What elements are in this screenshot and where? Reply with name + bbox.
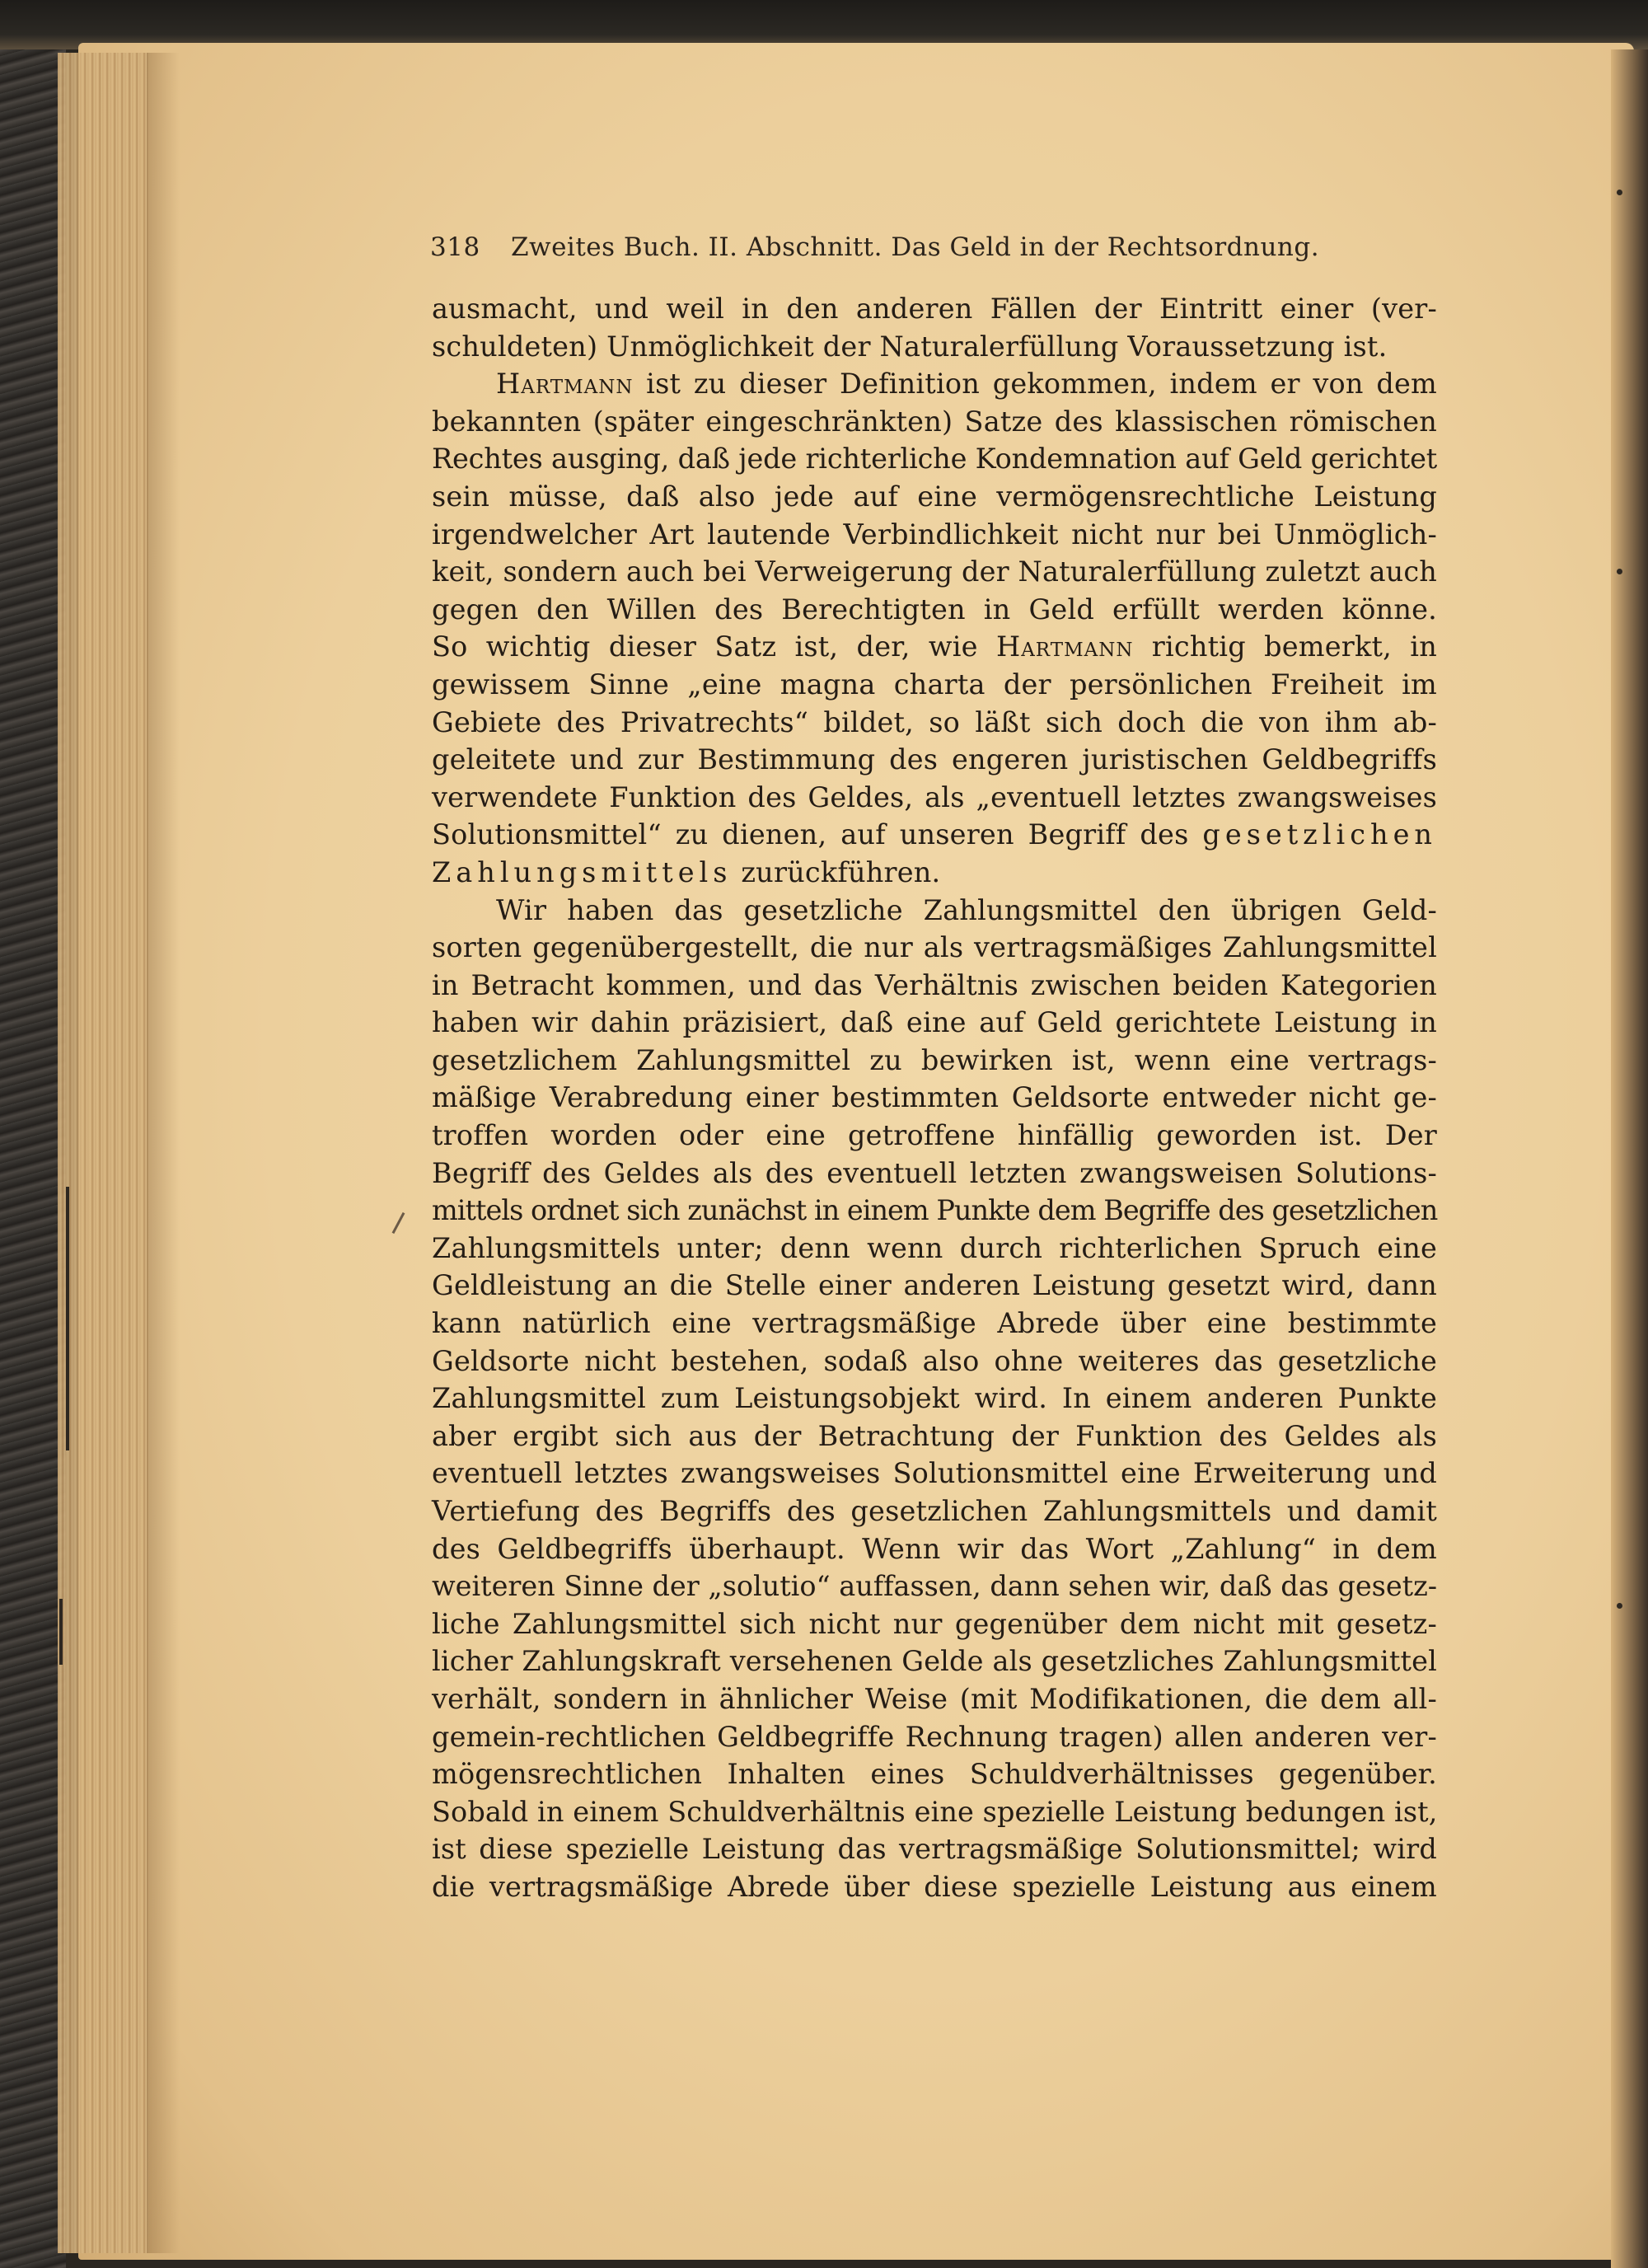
text-line: Wir haben das gesetzliche Zahlungsmittel den übrigen Geld- xyxy=(496,893,1437,926)
author-name: Hartmann xyxy=(995,630,1134,663)
text-line: gegen den Willen des Berechtigten in Geld erfüllt werden könne. xyxy=(432,593,1437,626)
text-span: So wichtig dieser Satz ist, der, wie xyxy=(432,630,996,663)
text-line: des Geldbegriffs überhaupt. Wenn wir das Wort „Zahlung“ in dem xyxy=(432,1532,1437,1565)
text-line: Rechtes ausging, daß jede richterliche Kondemnation auf Geld gerichtet xyxy=(432,443,1438,476)
text-line: bekannten (später eingeschränkten) Satze des klassischen römischen xyxy=(432,405,1437,438)
book-right-edge xyxy=(1611,49,1648,2268)
text-line: mäßige Verabredung einer bestimmten Geldsorte entweder nicht ge- xyxy=(432,1081,1437,1114)
text-span: Solutionsmittel“ zu dienen, auf unseren Begriff des xyxy=(432,818,1203,851)
binding-mark xyxy=(66,1187,69,1450)
text-line: gewissem Sinne „eine magna charta der persönlichen Freiheit im xyxy=(432,668,1437,701)
author-name: Hartmann xyxy=(496,368,634,401)
text-line: geleitete und zur Bestimmung des engeren juristischen Geldbegriffs xyxy=(432,743,1437,776)
book-cover-top xyxy=(0,0,1648,49)
text-line: Zahlungsmittels unter; denn wenn durch richterlichen Spruch eine xyxy=(432,1231,1437,1264)
emphasis-spaced: Zahlungsmittels xyxy=(432,855,733,888)
binding-dot xyxy=(1617,569,1622,574)
text-line: gemein-rechtlichen Geldbegriffe Rechnung tragen) allen anderen ver- xyxy=(432,1720,1437,1753)
text-line: Vertiefung des Begriffs des gesetzlichen Zahlungsmittels und damit xyxy=(432,1495,1437,1527)
text-line: verhält, sondern in ähnlicher Weise (mit Modifikationen, die dem all- xyxy=(432,1682,1437,1715)
text-line: Gebiete des Privatrechts“ bildet, so läßt sich doch die von ihm ab- xyxy=(432,705,1437,738)
text-line: in Betracht kommen, und das Verhältnis zwischen beiden Kategorien xyxy=(432,968,1437,1001)
text-line xyxy=(432,628,1437,666)
binding-dot xyxy=(1617,1603,1622,1609)
text-line: sein müsse, daß also jede auf eine vermögensrechtliche Leistung xyxy=(432,480,1437,513)
text-line: irgendwelcher Art lautende Verbindlichkeit nicht nur bei Unmöglich- xyxy=(432,518,1437,551)
text-line: schuldeten) Unmöglichkeit der Naturalerfüllung Voraussetzung ist. xyxy=(432,330,1388,363)
emphasis-spaced: gesetzlichen xyxy=(1202,818,1437,851)
running-header xyxy=(430,232,1337,262)
text-line: Sobald in einem Schuldverhältnis eine spezielle Leistung bedungen ist, xyxy=(432,1795,1438,1828)
text-line xyxy=(432,816,1437,854)
text-line: liche Zahlungsmittel sich nicht nur gegenüber dem nicht mit gesetz- xyxy=(432,1607,1437,1640)
text-line: mögensrechtlichen Inhalten eines Schuldverhältnisses gegenüber. xyxy=(432,1758,1437,1791)
text-line: aber ergibt sich aus der Betrachtung der Funktion des Geldes als xyxy=(432,1419,1437,1452)
text-line: verwendete Funktion des Geldes, als „eventuell letztes zwangsweises xyxy=(432,780,1437,813)
page-edges xyxy=(58,53,148,2253)
page-body xyxy=(432,290,1437,1906)
text-line: Geldsorte nicht bestehen, sodaß also ohne weiteres das gesetzliche xyxy=(432,1344,1437,1377)
text-line xyxy=(432,854,1437,892)
text-line: Zahlungsmittel zum Leistungsobjekt wird. In einem anderen Punkte xyxy=(432,1382,1437,1415)
text-line: Geldleistung an die Stelle einer anderen Leistung gesetzt wird, dann xyxy=(432,1269,1437,1302)
text-line: eventuell letztes zwangsweises Solutionsmittel eine Erweiterung und xyxy=(432,1457,1437,1490)
text-line: die vertragsmäßige Abrede über diese spezielle Leistung aus einem xyxy=(432,1870,1437,1903)
binding-mark xyxy=(59,1599,63,1665)
text-span: ist zu dieser Definition gekommen, indem er von dem xyxy=(633,368,1437,401)
text-line: troffen worden oder eine getroffene hinfällig geworden ist. Der xyxy=(432,1119,1437,1152)
text-line: sorten gegenübergestellt, die nur als vertragsmäßiges Zahlungsmittel xyxy=(432,931,1437,964)
text-line: weiteren Sinne der „solutio“ auffassen, dann sehen wir, daß das gesetz- xyxy=(432,1570,1437,1603)
text-line: mittels ordnet sich zunächst in einem Punkte dem Begriffe des gesetzlichen xyxy=(432,1194,1438,1227)
text-line: kann natürlich eine vertragsmäßige Abrede über eine bestimmte xyxy=(432,1307,1437,1340)
text-line: ist diese spezielle Leistung das vertragsmäßige Solutionsmittel; wird xyxy=(432,1833,1437,1866)
binding-shadow xyxy=(147,53,180,2253)
text-line xyxy=(432,365,1437,403)
text-line: ausmacht, und weil in den anderen Fällen der Eintritt einer (ver- xyxy=(432,293,1437,325)
text-line: licher Zahlungskraft versehenen Gelde als gesetzliches Zahlungsmittel xyxy=(432,1645,1437,1678)
page-number: 318 xyxy=(430,232,480,262)
text-span: richtig bemerkt, in xyxy=(1133,630,1437,663)
running-title: Zweites Buch. II. Abschnitt. Das Geld in der Rechtsordnung. xyxy=(511,232,1320,262)
text-span: zurückführen. xyxy=(732,855,941,888)
text-line: Begriff des Geldes als des eventuell letzten zwangsweisen Solutions- xyxy=(432,1156,1437,1189)
marbled-endpaper xyxy=(0,0,66,2268)
text-line: keit, sondern auch bei Verweigerung der Naturalerfüllung zuletzt auch xyxy=(432,555,1438,588)
text-line: gesetzlichem Zahlungsmittel zu bewirken ist, wenn eine vertrags- xyxy=(432,1043,1437,1076)
binding-dot xyxy=(1617,190,1622,195)
text-line: haben wir dahin präzisiert, daß eine auf Geld gerichtete Leistung in xyxy=(432,1006,1437,1039)
